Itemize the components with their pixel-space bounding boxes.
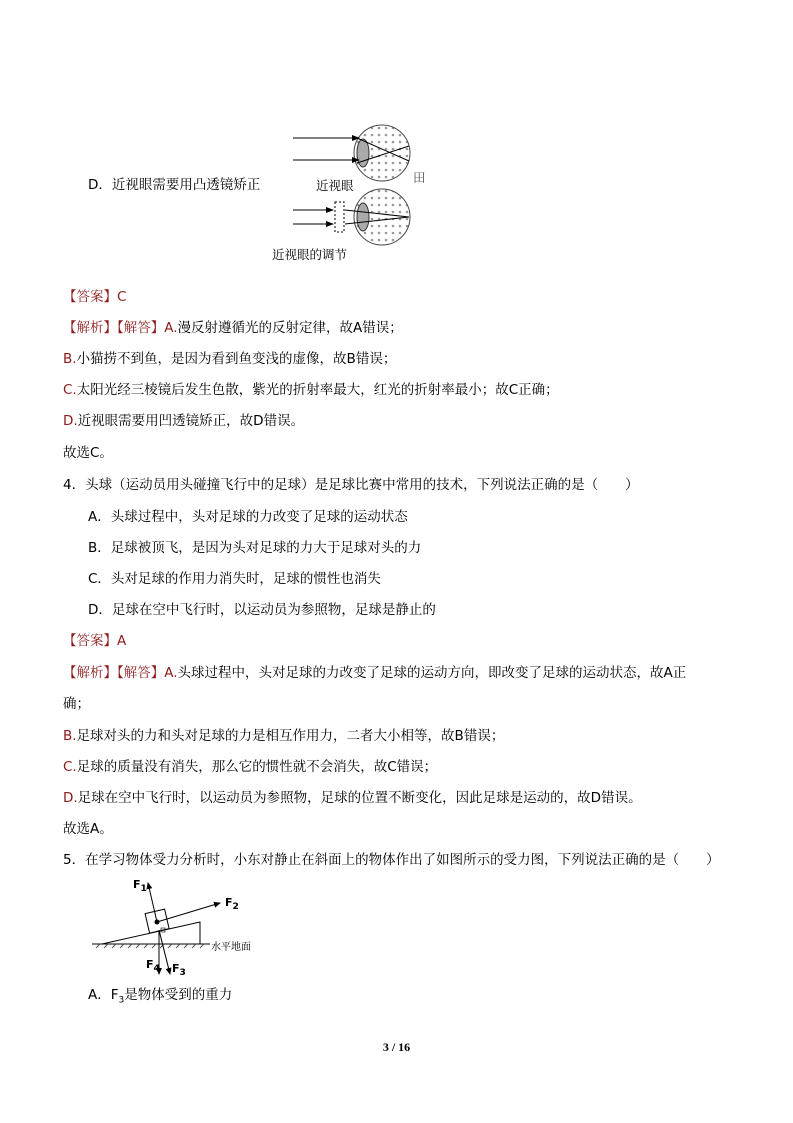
- analysis-letter: D.: [63, 790, 78, 806]
- q4-option-d: D．足球在空中飞行时，以运动员为参照物，足球是静止的: [88, 602, 436, 618]
- conclusion: 故选A。: [63, 821, 113, 837]
- page-number: 3 / 16: [382, 1040, 411, 1054]
- q4-option-b: B．足球被顶飞，是因为头对足球的力大于足球对头的力: [88, 540, 422, 556]
- side-mark: 田: [413, 170, 426, 185]
- ground-label: 水平地面: [211, 942, 251, 953]
- label-f4: $F_4$: [146, 958, 160, 975]
- q4-option-c: C．头对足球的作用力消失时，足球的惯性也消失: [88, 571, 381, 587]
- analysis-text: 足球的质量没有消失，那么它的惯性就不会消失，故C错误；: [76, 759, 438, 775]
- answer-label: 【答案】: [63, 289, 117, 305]
- q3-option-d: D．近视眼需要用凸透镜矫正: [88, 177, 261, 193]
- conclusion: 故选C。: [63, 445, 113, 461]
- answer-value: C: [117, 289, 127, 305]
- q4-option-a: A．头球过程中，头对足球的力改变了足球的运动状态: [88, 509, 408, 525]
- q4-stem: 4．头球（运动员用头碰撞飞行中的足球）是足球比赛中常用的技术，下列说法正确的是（ ）: [63, 477, 639, 493]
- analysis-text: 头球过程中，头对足球的力改变了足球的运动方向，即改变了足球的运动状态，故A正: [177, 665, 687, 681]
- label-f1: $F_1$: [133, 878, 147, 895]
- analysis-text: 太阳光经三棱镜后发生色散，紫光的折射率最大，红光的折射率最小；故C正确；: [76, 382, 559, 398]
- q5-stem: 5．在学习物体受力分析时，小东对静止在斜面上的物体作出了如图所示的受力图，下列说法正确的是（ ）: [63, 852, 720, 868]
- analysis-text: 小猫捞不到鱼，是因为看到鱼变浅的虚像，故B错误；: [76, 351, 397, 367]
- analysis-text: 确；: [63, 696, 90, 712]
- analysis-text: 漫反射遵循光的反射定律，故A错误；: [177, 320, 403, 336]
- analysis-letter: D.: [63, 413, 78, 429]
- label-f3: $F_3$: [172, 962, 186, 979]
- answer-value: A: [117, 633, 127, 649]
- analysis-letter: B.: [63, 728, 77, 744]
- analysis-letter: B.: [63, 351, 77, 367]
- analysis-letter: C.: [63, 382, 77, 398]
- analysis-letter: A.: [164, 665, 178, 681]
- analysis-text: 近视眼需要用凹透镜矫正，故D错误。: [77, 413, 305, 429]
- analysis-letter: C.: [63, 759, 77, 775]
- analysis-label: 【解析】【解答】: [63, 665, 165, 681]
- analysis-label: 【解析】【解答】: [63, 320, 165, 336]
- analysis-letter: A.: [164, 320, 178, 336]
- analysis-text: 足球在空中飞行时，以运动员为参照物，足球的位置不断变化，因此足球是运动的，故D错误。: [77, 790, 642, 806]
- answer-label: 【答案】: [63, 633, 117, 649]
- q5-option-a: A．$F_3$是物体受到的重力: [88, 987, 233, 1006]
- label-f2: $F_2$: [225, 896, 239, 913]
- analysis-text: 足球对头的力和头对足球的力是相互作用力，二者大小相等，故B错误；: [76, 728, 505, 744]
- eye-caption-myopia: 近视眼: [316, 178, 354, 193]
- eye-caption-correction: 近视眼的调节: [272, 247, 348, 262]
